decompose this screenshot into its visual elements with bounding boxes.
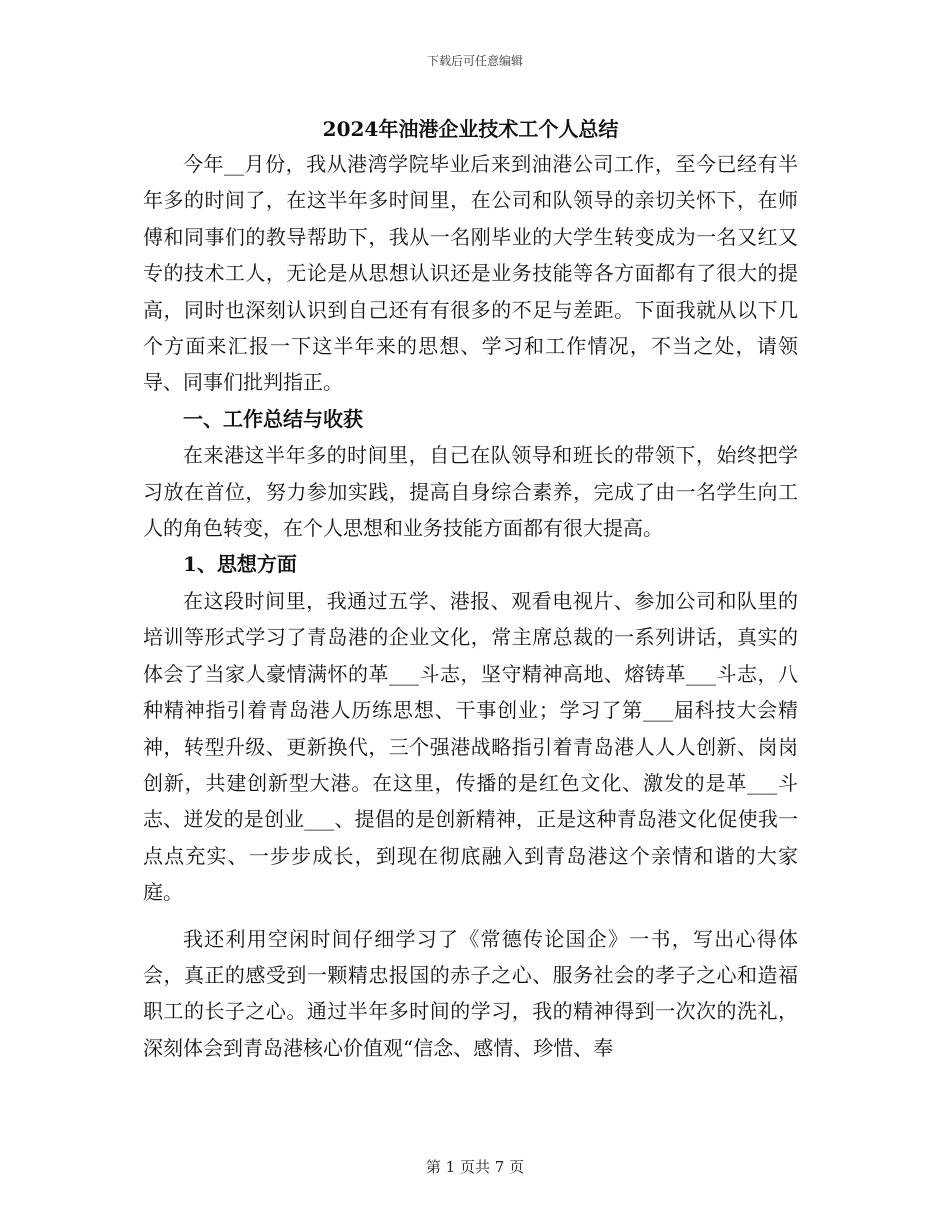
thought-paragraph-1: 在这段时间里，我通过五学、港报、观看电视片、参加公司和队里的培训等形式学习了青岛港的企业文化，常主席总裁的一系列讲话，真实的体会了当家人豪情满怀的革___斗志，坚守精神高地、熔铸革___斗志，八种精神指引着青岛港人历练思想、干事创业；学习了第___届科技大会精神，转型升级、更新换代，三个强港战略指引着青岛港人人人创新、岗岗创新，共建创新型大港。在这里，传播的是红色文化、激发的是革___斗志、迸发的是创业___、提倡的是创新精神，正是这种青岛港文化促使我一点点充实、一步步成长，到现在彻底融入到青岛港这个亲情和谐的大家庭。 — [143, 588, 798, 905]
document-title: 2024年油港企业技术工个人总结 — [322, 117, 619, 141]
document-body — [143, 112, 798, 1066]
intro-paragraph: 今年__月份，我从港湾学院毕业后来到油港公司工作，至今已经有半年多的时间了，在这半年多时间里，在公司和队领导的亲切关怀下，在师傅和同事们的教导帮助下，我从一名刚毕业的大学生转变成为一名又红又专的技术工人，无论是从思想认识还是业务技能等各方面都有了很大的提高，同时也深刻认识到自己还有有很多的不足与差距。下面我就从以下几个方面来汇报一下这半年来的思想、学习和工作情况，不当之处，请领导、同事们批判指正。 — [143, 152, 798, 395]
page-header-note: 下载后可任意编辑 — [426, 54, 523, 68]
thought-paragraph-2: 我还利用空闲时间仔细学习了《常德传论国企》一书，写出心得体会，真正的感受到一颗精忠报国的赤子之心、服务社会的孝子之心和造福职工的长子之心。通过半年多时间的学习，我的精神得到一次次的洗礼，深刻体会到青岛港核心价值观“信念、感情、珍惜、奉 — [143, 926, 798, 1060]
page-number: 第 1 页共 7 页 — [425, 1158, 525, 1176]
section-heading-work-summary: 一、工作总结与收获 — [183, 406, 363, 431]
work-summary-paragraph: 在来港这半年多的时间里，自己在队领导和班长的带领下，始终把学习放在首位，努力参加实践，提高自身综合素养，完成了由一名学生向工人的角色转变，在个人思想和业务技能方面都有很大提高。 — [143, 443, 798, 541]
subsection-heading-thought: 1、思想方面 — [183, 552, 297, 577]
